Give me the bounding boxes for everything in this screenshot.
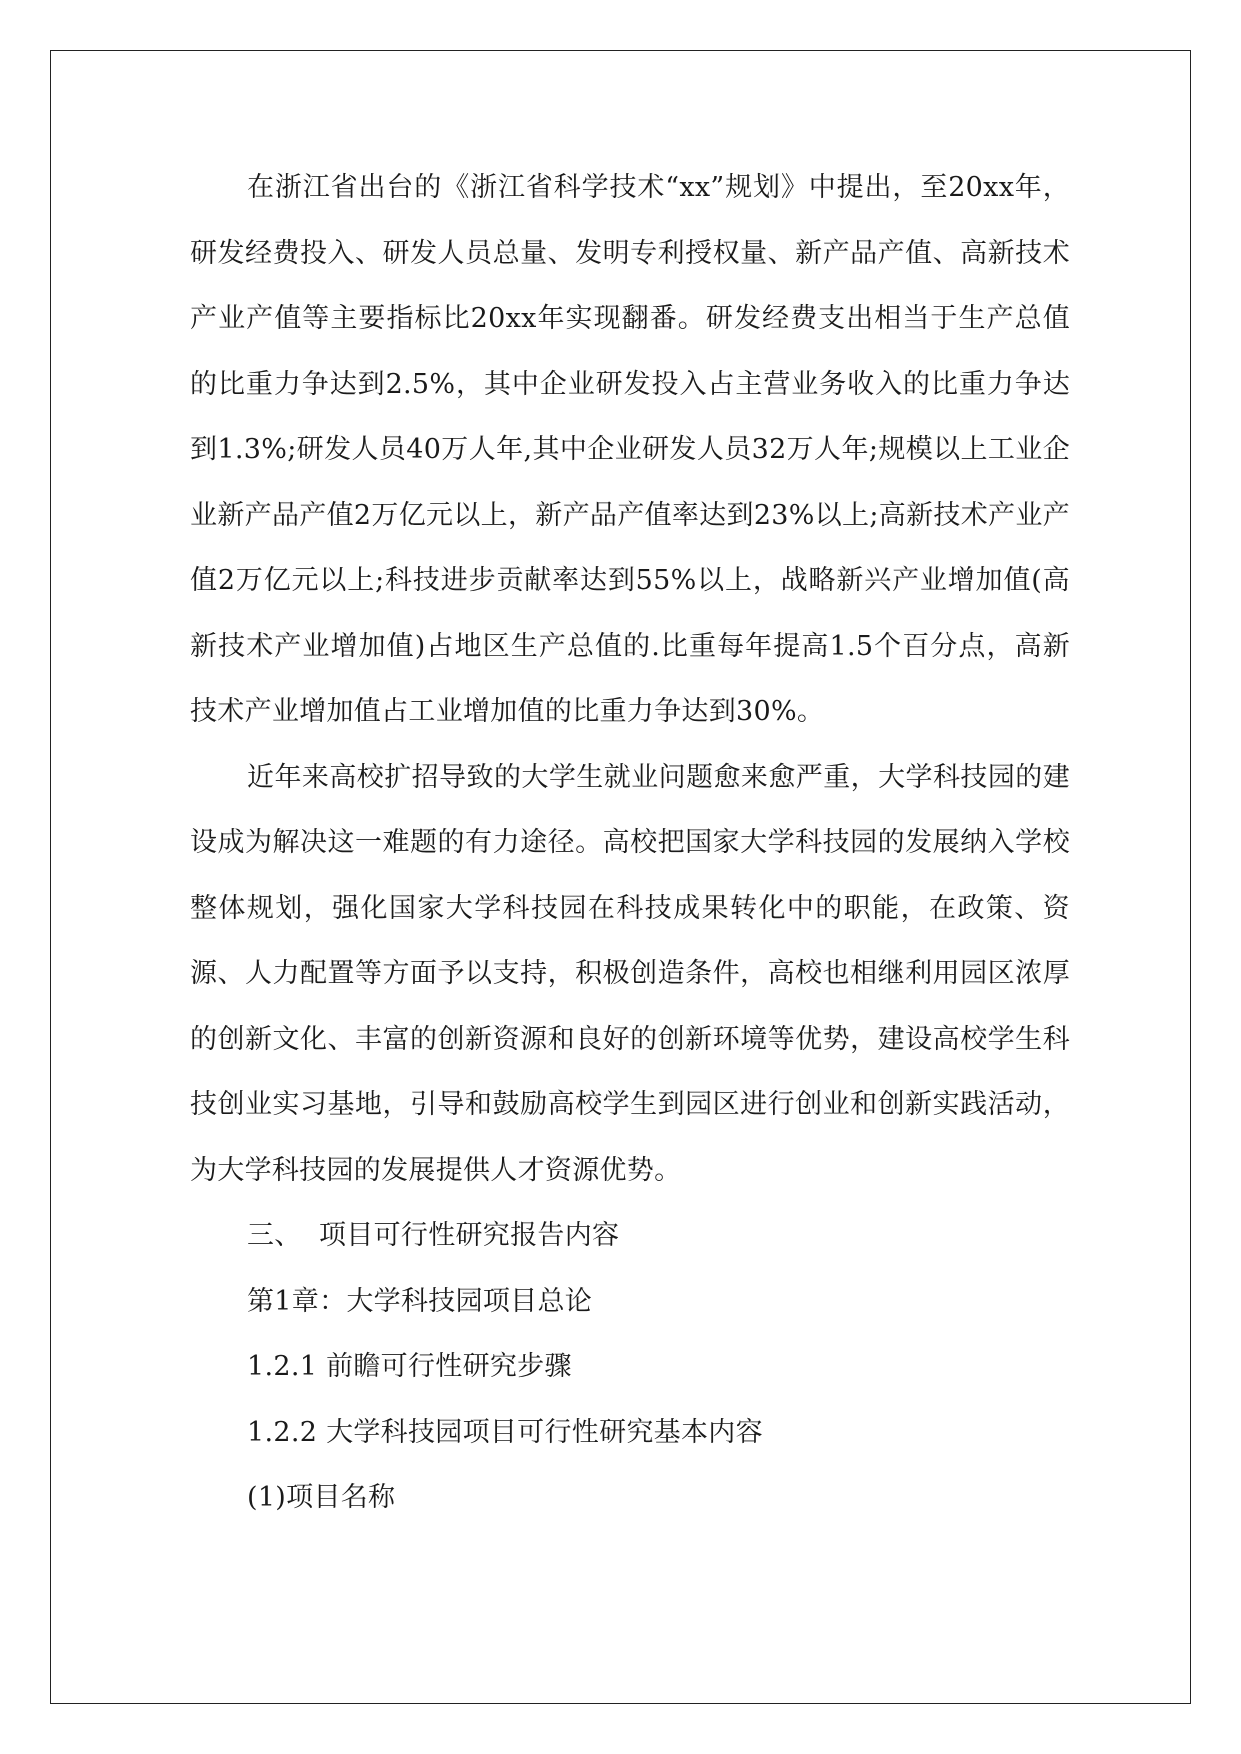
section-heading-title: 项目可行性研究报告内容 bbox=[319, 1220, 620, 1251]
paragraph-plan-targets: 在浙江省出台的《浙江省科学技术“xx”规划》中提出，至20xx年，研发经费投入、研发人员总量、发明专利授权量、新产品产值、高新技术产业产值等主要指标比20xx年实现翻番。研发经费支出相当于生产总值的比重力争达到2.5%，其中企业研发投入占主营业务收入的比重力争达到1.3%;研发人员40万人年,其中企业研发人员32万人年;规模以上工业企业新产品产值2万亿元以上，新产品产值率达到23%以上;高新技术产业产值2万亿元以上;科技进步贡献率达到55%以上，战略新兴产业增加值(高新技术产业增加值)占地区生产总值的.比重每年提高1.5个百分点，高新技术产业增加值占工业增加值的比重力争达到30%。 bbox=[190, 172, 1070, 727]
subsection-1-2-2: 1.2.2 大学科技园项目可行性研究基本内容 bbox=[247, 1416, 763, 1448]
item-project-name: (1)项目名称 bbox=[247, 1482, 396, 1513]
section-heading bbox=[190, 1203, 1070, 1269]
paragraph-science-park-employment: 近年来高校扩招导致的大学生就业问题愈来愈严重，大学科技园的建设成为解决这一难题的有力途径。高校把国家大学科技园的发展纳入学校整体规划，强化国家大学科技园在科技成果转化中的职能，在政策、资源、人力配置等方面予以支持，积极创造条件，高校也相继利用园区浓厚的创新文化、丰富的创新资源和良好的创新环境等优势，建设高校学生科技创业实习基地，引导和鼓励高校学生到园区进行创业和创新实践活动，为大学科技园的发展提供人才资源优势。 bbox=[190, 761, 1070, 1186]
section-heading-number: 三、 bbox=[247, 1220, 302, 1251]
document-body bbox=[190, 155, 1070, 1531]
subsection-1-2-1: 1.2.1 前瞻可行性研究步骤 bbox=[247, 1351, 572, 1382]
chapter-title: 第1章：大学科技园项目总论 bbox=[247, 1285, 593, 1317]
